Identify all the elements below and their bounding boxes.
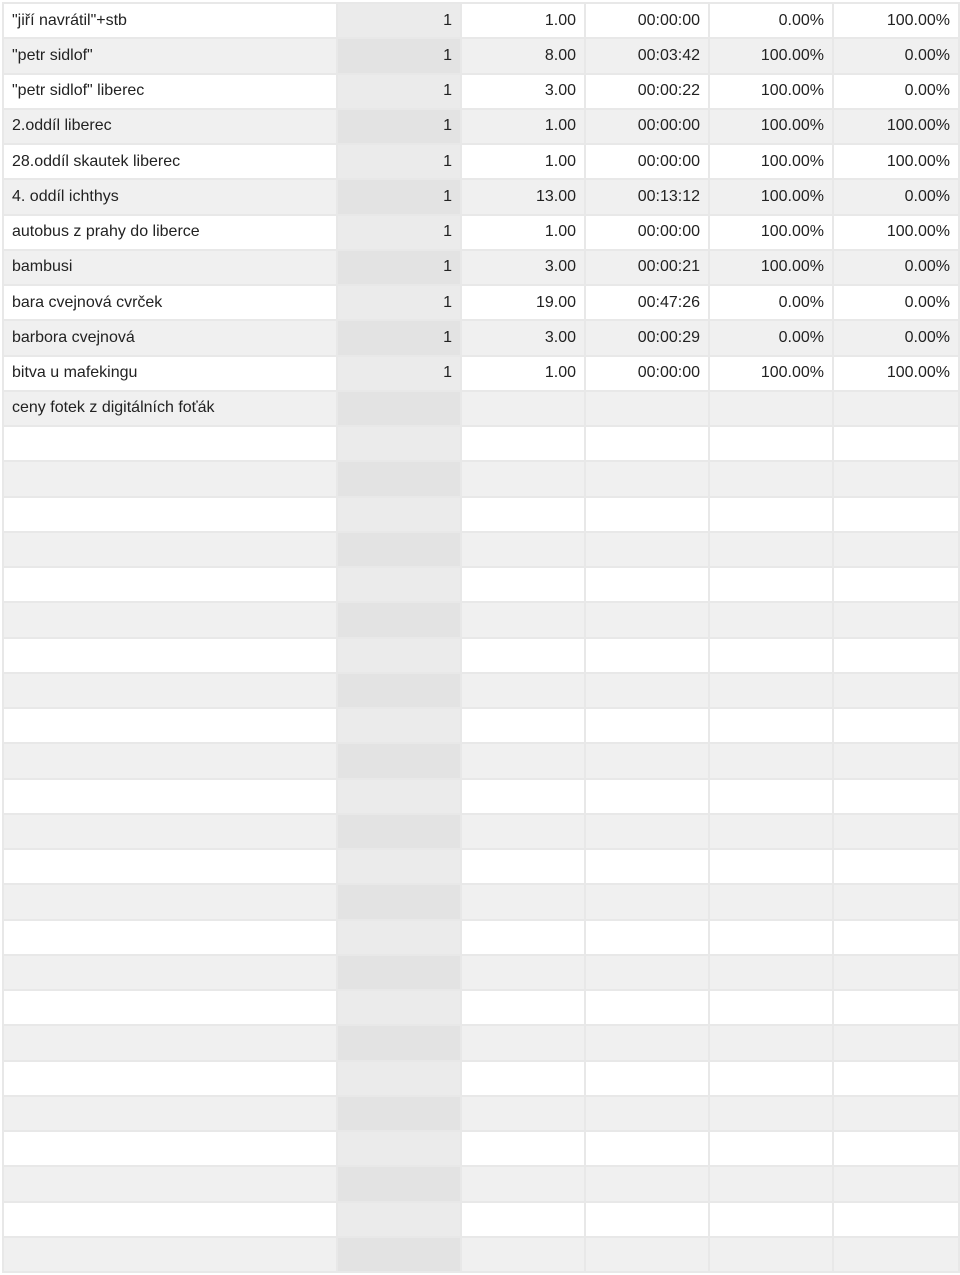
keyword-cell — [3, 955, 337, 990]
visits-cell: 1 — [337, 109, 461, 144]
table-row — [3, 990, 959, 1025]
bounce-rate-cell — [833, 1237, 959, 1272]
pages-per-visit-cell — [461, 426, 585, 461]
table-row — [3, 1237, 959, 1272]
visits-cell — [337, 497, 461, 532]
visits-cell — [337, 708, 461, 743]
avg-time-on-site-cell — [585, 532, 709, 567]
avg-time-on-site-cell — [585, 602, 709, 637]
visits-cell — [337, 673, 461, 708]
bounce-rate-cell — [833, 638, 959, 673]
table-row — [3, 3, 959, 38]
pages-per-visit-cell — [461, 990, 585, 1025]
new-visits-cell — [709, 461, 833, 496]
visits-cell — [337, 743, 461, 778]
table-row — [3, 215, 959, 250]
bounce-rate-cell — [833, 743, 959, 778]
pages-per-visit-cell — [461, 779, 585, 814]
avg-time-on-site-cell — [585, 1096, 709, 1131]
keyword-report-table — [2, 2, 960, 1273]
keyword-cell — [3, 849, 337, 884]
bounce-rate-cell — [833, 849, 959, 884]
table-row — [3, 461, 959, 496]
bounce-rate-cell — [833, 1166, 959, 1201]
bounce-rate-cell: 0.00% — [833, 38, 959, 73]
bounce-rate-cell — [833, 391, 959, 426]
keyword-cell: "petr sidlof" — [3, 38, 337, 73]
pages-per-visit-cell — [461, 814, 585, 849]
bounce-rate-cell — [833, 920, 959, 955]
visits-cell — [337, 814, 461, 849]
new-visits-cell — [709, 673, 833, 708]
bounce-rate-cell — [833, 1131, 959, 1166]
visits-cell: 1 — [337, 38, 461, 73]
avg-time-on-site-cell: 00:00:00 — [585, 3, 709, 38]
table-row — [3, 567, 959, 602]
pages-per-visit-cell — [461, 497, 585, 532]
bounce-rate-cell — [833, 602, 959, 637]
new-visits-cell — [709, 497, 833, 532]
avg-time-on-site-cell — [585, 1131, 709, 1166]
bounce-rate-cell — [833, 1202, 959, 1237]
visits-cell: 1 — [337, 320, 461, 355]
table-row — [3, 109, 959, 144]
new-visits-cell — [709, 955, 833, 990]
keyword-cell: 2.oddíl liberec — [3, 109, 337, 144]
new-visits-cell — [709, 567, 833, 602]
table-row — [3, 179, 959, 214]
bounce-rate-cell: 0.00% — [833, 320, 959, 355]
new-visits-cell — [709, 779, 833, 814]
avg-time-on-site-cell: 00:03:42 — [585, 38, 709, 73]
keyword-cell — [3, 532, 337, 567]
keyword-report-table-container — [2, 2, 958, 1273]
bounce-rate-cell — [833, 497, 959, 532]
keyword-cell: bambusi — [3, 250, 337, 285]
table-row — [3, 743, 959, 778]
new-visits-cell — [709, 814, 833, 849]
new-visits-cell — [709, 884, 833, 919]
bounce-rate-cell — [833, 779, 959, 814]
visits-cell — [337, 1025, 461, 1060]
keyword-cell — [3, 708, 337, 743]
avg-time-on-site-cell — [585, 1202, 709, 1237]
new-visits-cell — [709, 1096, 833, 1131]
keyword-cell: autobus z prahy do liberce — [3, 215, 337, 250]
table-row — [3, 638, 959, 673]
table-row — [3, 1131, 959, 1166]
pages-per-visit-cell: 13.00 — [461, 179, 585, 214]
avg-time-on-site-cell: 00:00:00 — [585, 356, 709, 391]
bounce-rate-cell — [833, 673, 959, 708]
bounce-rate-cell — [833, 955, 959, 990]
table-row — [3, 144, 959, 179]
avg-time-on-site-cell — [585, 990, 709, 1025]
pages-per-visit-cell — [461, 1131, 585, 1166]
pages-per-visit-cell: 1.00 — [461, 215, 585, 250]
table-row — [3, 38, 959, 73]
avg-time-on-site-cell — [585, 920, 709, 955]
avg-time-on-site-cell — [585, 955, 709, 990]
table-row — [3, 779, 959, 814]
keyword-report-body — [3, 3, 959, 1272]
new-visits-cell — [709, 990, 833, 1025]
table-row — [3, 320, 959, 355]
bounce-rate-cell — [833, 708, 959, 743]
keyword-cell — [3, 1237, 337, 1272]
pages-per-visit-cell — [461, 532, 585, 567]
keyword-cell — [3, 814, 337, 849]
bounce-rate-cell — [833, 426, 959, 461]
keyword-cell — [3, 743, 337, 778]
bounce-rate-cell — [833, 1061, 959, 1096]
table-row — [3, 426, 959, 461]
avg-time-on-site-cell: 00:47:26 — [585, 285, 709, 320]
new-visits-cell — [709, 1025, 833, 1060]
bounce-rate-cell — [833, 567, 959, 602]
keyword-cell — [3, 920, 337, 955]
new-visits-cell — [709, 743, 833, 778]
new-visits-cell — [709, 426, 833, 461]
pages-per-visit-cell — [461, 1025, 585, 1060]
table-row — [3, 814, 959, 849]
avg-time-on-site-cell — [585, 673, 709, 708]
table-row — [3, 497, 959, 532]
pages-per-visit-cell: 1.00 — [461, 3, 585, 38]
bounce-rate-cell: 0.00% — [833, 250, 959, 285]
new-visits-cell — [709, 638, 833, 673]
pages-per-visit-cell — [461, 1096, 585, 1131]
avg-time-on-site-cell — [585, 779, 709, 814]
table-row — [3, 955, 959, 990]
pages-per-visit-cell — [461, 1202, 585, 1237]
bounce-rate-cell: 100.00% — [833, 109, 959, 144]
keyword-cell — [3, 567, 337, 602]
pages-per-visit-cell — [461, 1166, 585, 1201]
keyword-cell — [3, 884, 337, 919]
keyword-cell — [3, 990, 337, 1025]
visits-cell: 1 — [337, 3, 461, 38]
pages-per-visit-cell — [461, 673, 585, 708]
new-visits-cell — [709, 1202, 833, 1237]
pages-per-visit-cell — [461, 1237, 585, 1272]
avg-time-on-site-cell — [585, 1166, 709, 1201]
table-row — [3, 849, 959, 884]
new-visits-cell — [709, 1061, 833, 1096]
avg-time-on-site-cell: 00:00:00 — [585, 215, 709, 250]
avg-time-on-site-cell — [585, 426, 709, 461]
pages-per-visit-cell: 3.00 — [461, 250, 585, 285]
visits-cell: 1 — [337, 250, 461, 285]
avg-time-on-site-cell: 00:00:21 — [585, 250, 709, 285]
pages-per-visit-cell — [461, 884, 585, 919]
bounce-rate-cell — [833, 461, 959, 496]
keyword-cell — [3, 602, 337, 637]
pages-per-visit-cell — [461, 1061, 585, 1096]
new-visits-cell: 100.00% — [709, 109, 833, 144]
visits-cell — [337, 955, 461, 990]
keyword-cell — [3, 426, 337, 461]
visits-cell: 1 — [337, 144, 461, 179]
new-visits-cell: 100.00% — [709, 179, 833, 214]
table-row — [3, 391, 959, 426]
pages-per-visit-cell — [461, 849, 585, 884]
keyword-cell — [3, 1025, 337, 1060]
keyword-cell — [3, 1166, 337, 1201]
bounce-rate-cell — [833, 990, 959, 1025]
new-visits-cell: 100.00% — [709, 356, 833, 391]
visits-cell — [337, 461, 461, 496]
keyword-cell: 4. oddíl ichthys — [3, 179, 337, 214]
table-row — [3, 1202, 959, 1237]
new-visits-cell — [709, 1131, 833, 1166]
new-visits-cell — [709, 1237, 833, 1272]
keyword-cell — [3, 461, 337, 496]
table-row — [3, 356, 959, 391]
new-visits-cell — [709, 920, 833, 955]
avg-time-on-site-cell — [585, 1061, 709, 1096]
avg-time-on-site-cell — [585, 849, 709, 884]
table-row — [3, 532, 959, 567]
table-row — [3, 74, 959, 109]
bounce-rate-cell: 100.00% — [833, 356, 959, 391]
visits-cell — [337, 1166, 461, 1201]
visits-cell — [337, 567, 461, 602]
pages-per-visit-cell — [461, 391, 585, 426]
bounce-rate-cell — [833, 1025, 959, 1060]
visits-cell — [337, 884, 461, 919]
pages-per-visit-cell — [461, 602, 585, 637]
visits-cell — [337, 602, 461, 637]
pages-per-visit-cell — [461, 567, 585, 602]
bounce-rate-cell: 0.00% — [833, 179, 959, 214]
avg-time-on-site-cell: 00:13:12 — [585, 179, 709, 214]
visits-cell — [337, 920, 461, 955]
avg-time-on-site-cell: 00:00:22 — [585, 74, 709, 109]
avg-time-on-site-cell — [585, 884, 709, 919]
keyword-cell: barbora cvejnová — [3, 320, 337, 355]
visits-cell: 1 — [337, 356, 461, 391]
keyword-cell — [3, 1131, 337, 1166]
table-row — [3, 602, 959, 637]
new-visits-cell — [709, 391, 833, 426]
visits-cell — [337, 990, 461, 1025]
pages-per-visit-cell — [461, 920, 585, 955]
table-row — [3, 1025, 959, 1060]
pages-per-visit-cell: 3.00 — [461, 74, 585, 109]
bounce-rate-cell: 0.00% — [833, 285, 959, 320]
table-row — [3, 673, 959, 708]
keyword-cell — [3, 1061, 337, 1096]
new-visits-cell: 0.00% — [709, 320, 833, 355]
table-row — [3, 250, 959, 285]
table-row — [3, 285, 959, 320]
avg-time-on-site-cell: 00:00:00 — [585, 109, 709, 144]
avg-time-on-site-cell — [585, 1237, 709, 1272]
visits-cell: 1 — [337, 215, 461, 250]
keyword-cell — [3, 1202, 337, 1237]
visits-cell — [337, 638, 461, 673]
keyword-cell — [3, 779, 337, 814]
pages-per-visit-cell: 3.00 — [461, 320, 585, 355]
bounce-rate-cell — [833, 1096, 959, 1131]
avg-time-on-site-cell — [585, 391, 709, 426]
new-visits-cell — [709, 708, 833, 743]
new-visits-cell — [709, 849, 833, 884]
bounce-rate-cell — [833, 884, 959, 919]
avg-time-on-site-cell — [585, 708, 709, 743]
pages-per-visit-cell: 19.00 — [461, 285, 585, 320]
visits-cell: 1 — [337, 179, 461, 214]
keyword-cell: bara cvejnová cvrček — [3, 285, 337, 320]
avg-time-on-site-cell — [585, 497, 709, 532]
keyword-cell: bitva u mafekingu — [3, 356, 337, 391]
visits-cell — [337, 1096, 461, 1131]
visits-cell — [337, 779, 461, 814]
pages-per-visit-cell: 1.00 — [461, 144, 585, 179]
new-visits-cell — [709, 602, 833, 637]
avg-time-on-site-cell: 00:00:29 — [585, 320, 709, 355]
pages-per-visit-cell — [461, 461, 585, 496]
table-row — [3, 1061, 959, 1096]
new-visits-cell: 0.00% — [709, 285, 833, 320]
bounce-rate-cell: 100.00% — [833, 3, 959, 38]
pages-per-visit-cell — [461, 708, 585, 743]
keyword-cell: "jiří navrátil"+stb — [3, 3, 337, 38]
visits-cell — [337, 1202, 461, 1237]
table-row — [3, 920, 959, 955]
keyword-cell — [3, 638, 337, 673]
pages-per-visit-cell — [461, 638, 585, 673]
table-row — [3, 1166, 959, 1201]
avg-time-on-site-cell — [585, 567, 709, 602]
new-visits-cell: 100.00% — [709, 38, 833, 73]
pages-per-visit-cell: 1.00 — [461, 356, 585, 391]
keyword-cell — [3, 673, 337, 708]
new-visits-cell: 0.00% — [709, 3, 833, 38]
pages-per-visit-cell: 8.00 — [461, 38, 585, 73]
keyword-cell: "petr sidlof" liberec — [3, 74, 337, 109]
keyword-cell — [3, 1096, 337, 1131]
visits-cell — [337, 532, 461, 567]
avg-time-on-site-cell — [585, 461, 709, 496]
table-row — [3, 708, 959, 743]
visits-cell — [337, 426, 461, 461]
visits-cell — [337, 1131, 461, 1166]
bounce-rate-cell: 100.00% — [833, 144, 959, 179]
keyword-cell: ceny fotek z digitálních foťák — [3, 391, 337, 426]
bounce-rate-cell — [833, 532, 959, 567]
new-visits-cell: 100.00% — [709, 144, 833, 179]
avg-time-on-site-cell — [585, 1025, 709, 1060]
avg-time-on-site-cell — [585, 814, 709, 849]
pages-per-visit-cell — [461, 955, 585, 990]
table-row — [3, 884, 959, 919]
keyword-cell: 28.oddíl skautek liberec — [3, 144, 337, 179]
avg-time-on-site-cell — [585, 743, 709, 778]
new-visits-cell: 100.00% — [709, 74, 833, 109]
visits-cell: 1 — [337, 74, 461, 109]
bounce-rate-cell: 100.00% — [833, 215, 959, 250]
new-visits-cell — [709, 1166, 833, 1201]
visits-cell — [337, 1237, 461, 1272]
visits-cell — [337, 849, 461, 884]
new-visits-cell: 100.00% — [709, 215, 833, 250]
bounce-rate-cell — [833, 814, 959, 849]
avg-time-on-site-cell — [585, 638, 709, 673]
visits-cell — [337, 391, 461, 426]
keyword-cell — [3, 497, 337, 532]
new-visits-cell — [709, 532, 833, 567]
visits-cell — [337, 1061, 461, 1096]
new-visits-cell: 100.00% — [709, 250, 833, 285]
pages-per-visit-cell — [461, 743, 585, 778]
bounce-rate-cell: 0.00% — [833, 74, 959, 109]
avg-time-on-site-cell: 00:00:00 — [585, 144, 709, 179]
pages-per-visit-cell: 1.00 — [461, 109, 585, 144]
visits-cell: 1 — [337, 285, 461, 320]
table-row — [3, 1096, 959, 1131]
